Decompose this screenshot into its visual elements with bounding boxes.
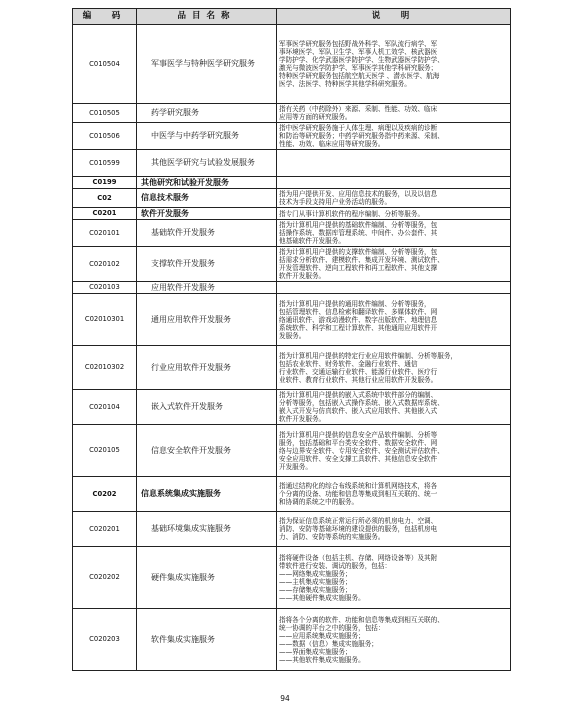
item-name: 软件开发服务 — [137, 208, 277, 220]
description-line: 安全应用软件、安全支撑工具软件、其他信息安全软件 — [279, 454, 438, 463]
item-code: C02010301 — [73, 294, 137, 346]
description-line: 和协调的系统之中的服务。 — [279, 498, 359, 506]
description-line: ——其他硬件集成实施服务。 — [279, 593, 365, 602]
item-name: 药学研究服务 — [137, 104, 277, 123]
item-description — [277, 177, 511, 189]
item-name: 支撑软件开发服务 — [137, 247, 277, 282]
table-row — [73, 220, 511, 247]
description-line: 统一协调的平台之中的服务，包括： — [279, 623, 385, 632]
table-body — [73, 25, 511, 671]
catalog-page — [72, 8, 510, 671]
page-number: 94 — [280, 694, 290, 703]
item-code: C020103 — [73, 282, 137, 294]
item-name: 信息技术服务 — [137, 189, 277, 208]
description-line: 技术为手段支持用户业务活动的服务。 — [279, 198, 392, 206]
description-line: 开发管理软件、逆向工程软件和再工程软件、其他支撑 — [279, 264, 438, 272]
description-line: 医学、法医学、特种医学其他学科研究服务。 — [279, 80, 411, 88]
item-code: C02010302 — [73, 346, 137, 390]
table-row — [73, 512, 511, 547]
item-code: C020104 — [73, 390, 137, 425]
item-description — [277, 609, 511, 671]
description-line: 消防、安防等基础环境的建设提供的服务，包括机房电 — [279, 525, 438, 533]
item-name: 信息安全软件开发服务 — [137, 425, 277, 477]
item-code: C020201 — [73, 512, 137, 547]
item-code: C0199 — [73, 177, 137, 189]
item-code: C010506 — [73, 123, 137, 150]
item-description — [277, 477, 511, 512]
description-line: 指为计算机用户提供的嵌入式系统中软件部分的编制、 — [279, 391, 438, 399]
description-line: 指为计算机用户提供的通用软件编制、分析等服务， — [279, 299, 431, 308]
description-line: 事环境医学、军队卫生学、军事人机工效学、核武器医 — [279, 48, 438, 56]
item-description — [277, 390, 511, 425]
description-line: 嵌入式开发与仿真软件、嵌入式应用软件、其他嵌入式 — [279, 407, 438, 415]
description-line: 指通过结构化的综合布线系统和计算机网络技术，将各 — [279, 482, 438, 490]
description-line: 指将硬件设备（包括主机、存储、网络设备等）及其附 — [279, 553, 438, 562]
item-name: 硬件集成实施服务 — [137, 547, 277, 609]
description-line: 指为计算机用户提供的特定行业应用软件编制、分析等服务， — [279, 351, 458, 360]
description-line: 络与边界安全软件、专用安全软件、安全测试评估软件、 — [279, 446, 444, 455]
description-line: 业软件、教育行业软件、其他行业应用软件开发服务。 — [279, 375, 438, 384]
header-name: 品目名称 — [137, 9, 277, 25]
description-line: 指为保证信息系统正常运行所必须的机房电力、空调、 — [279, 517, 438, 525]
description-line: 应用等方面的研究服务。 — [279, 113, 352, 121]
item-description — [277, 425, 511, 477]
table-row — [73, 547, 511, 609]
table-row — [73, 425, 511, 477]
item-name: 其他研究和试验开发服务 — [137, 177, 277, 189]
description-line: 服务，包括基础和平台类安全软件、数据安全软件、网 — [279, 438, 438, 447]
item-name: 其他医学研究与试验发展服务 — [137, 150, 277, 177]
description-line: 军事医学研究服务包括野战外科学、军队流行病学、军 — [279, 40, 438, 48]
table-row — [73, 346, 511, 390]
item-code: C020105 — [73, 425, 137, 477]
item-code: C0202 — [73, 477, 137, 512]
description-line: 指中医学研究服务施于人体生理、病理以及疾病的诊断 — [279, 124, 438, 132]
table-row — [73, 104, 511, 123]
description-line: 特种医学研究服务包括航空航天医学 、潜水医学、航海 — [279, 72, 440, 80]
item-code: C020101 — [73, 220, 137, 247]
description-line: 带软件进行安装、调试的服务，包括： — [279, 561, 392, 570]
item-name: 中医学与中药学研究服务 — [137, 123, 277, 150]
table-row — [73, 189, 511, 208]
table-row — [73, 208, 511, 220]
description-line: 激光与微波医学防护学、军事医学其他学科研究服务； — [279, 64, 438, 72]
description-line: 行业软件、交通运输行业软件、能源行业软件、医疗行 — [279, 367, 438, 376]
description-line: 括需求分析软件、建模软件、集成开发环境、测试软件、 — [279, 256, 444, 264]
item-code: C020102 — [73, 247, 137, 282]
item-name: 通用应用软件开发服务 — [137, 294, 277, 346]
table-row — [73, 247, 511, 282]
description-line: 包括农业软件、财务软件、金融行业软件、通信 — [279, 359, 418, 368]
item-code: C020202 — [73, 547, 137, 609]
description-line: 性能、功效、临床应用等研究服务。 — [279, 140, 385, 148]
description-line: 和防治等研究服务；中药学研究服务指中药来源、采制、 — [279, 132, 444, 140]
item-description — [277, 220, 511, 247]
description-line: 个分离的设备、功能和信息等集成到相互关联的、统一 — [279, 490, 438, 498]
item-name: 基础环境集成实施服务 — [137, 512, 277, 547]
item-code: C02 — [73, 189, 137, 208]
description-line: 指为计算机用户提供的支撑软件编制、分析等服务，包 — [279, 248, 438, 256]
description-line: 力、消防、安防等系统的实施服务。 — [279, 533, 385, 541]
item-description — [277, 189, 511, 208]
description-line: 学防护学、化学武器医学防护学、生物武器医学防护学、 — [279, 56, 444, 64]
table-row — [73, 390, 511, 425]
description-line: 指为用户提供开发、应用信息技术的服务，以及以信息 — [279, 190, 438, 198]
item-name: 信息系统集成实施服务 — [137, 477, 277, 512]
description-line: 分析等服务，包括嵌入式操作系统、嵌入式数据库系统、 — [279, 399, 444, 407]
item-description — [277, 25, 511, 104]
description-line: 系统软件、科学和工程计算软件、其他通用应用软件开 — [279, 323, 438, 332]
description-line: 软件开发服务。 — [279, 272, 326, 280]
description-line: 括操作系统、数据库管理系统、中间件、办公套件、其 — [279, 229, 438, 237]
description-line: 软件开发服务。 — [279, 415, 326, 423]
item-name: 嵌入式软件开发服务 — [137, 390, 277, 425]
catalog-table — [72, 8, 511, 671]
description-line: ——数据（信息）集成实施服务； — [279, 639, 378, 648]
item-description — [277, 294, 511, 346]
item-name: 应用软件开发服务 — [137, 282, 277, 294]
table-row — [73, 282, 511, 294]
item-description — [277, 282, 511, 294]
item-code: C010504 — [73, 25, 137, 104]
item-code: C0201 — [73, 208, 137, 220]
table-row — [73, 177, 511, 189]
description-line: 络通讯软件、游戏动漫软件、数字出版软件、地理信息 — [279, 315, 438, 324]
item-description — [277, 208, 511, 220]
item-description — [277, 123, 511, 150]
description-line: ——界面集成实施服务； — [279, 647, 352, 656]
description-line: ——网络集成实施服务； — [279, 569, 352, 578]
item-code: C020203 — [73, 609, 137, 671]
item-description — [277, 547, 511, 609]
item-name: 软件集成实施服务 — [137, 609, 277, 671]
table-row — [73, 477, 511, 512]
item-description — [277, 512, 511, 547]
table-row — [73, 25, 511, 104]
description-line: 指有关药（中药除外）来源、采制、性能、功效、临床 — [279, 105, 438, 113]
description-line: 开发服务。 — [279, 462, 312, 471]
description-line: 包括管理软件、信息检索和翻译软件、多媒体软件、网 — [279, 307, 438, 316]
item-name: 行业应用软件开发服务 — [137, 346, 277, 390]
table-row — [73, 150, 511, 177]
description-line: 指专门从事计算机软件的程序编制、分析等服务。 — [279, 209, 425, 218]
header-code: 编 码 — [73, 9, 137, 25]
item-code: C010599 — [73, 150, 137, 177]
item-name: 军事医学与特种医学研究服务 — [137, 25, 277, 104]
table-row — [73, 294, 511, 346]
item-description — [277, 104, 511, 123]
description-line: 发服务。 — [279, 331, 306, 340]
table-row — [73, 609, 511, 671]
header-desc: 说 明 — [277, 9, 511, 25]
description-line: 指为计算机用户提供的信息安全产品软件编制、分析等 — [279, 430, 438, 439]
table-row — [73, 123, 511, 150]
item-name: 基础软件开发服务 — [137, 220, 277, 247]
item-code: C010505 — [73, 104, 137, 123]
description-line: 他基础软件开发服务。 — [279, 237, 345, 245]
item-description — [277, 247, 511, 282]
description-line: 指为计算机用户提供的基础软件编制、分析等服务，包 — [279, 221, 438, 229]
description-line: ——主机集成实施服务； — [279, 577, 352, 586]
description-line: ——其他软件集成实施服务。 — [279, 655, 365, 664]
table-header-row — [73, 9, 511, 25]
description-line: ——存储集成实施服务； — [279, 585, 352, 594]
item-description — [277, 346, 511, 390]
description-line: 指将各个分离的软件、功能和信息等集成到相互关联的、 — [279, 615, 444, 624]
description-line: ——应用系统集成实施服务； — [279, 631, 365, 640]
item-description — [277, 150, 511, 177]
